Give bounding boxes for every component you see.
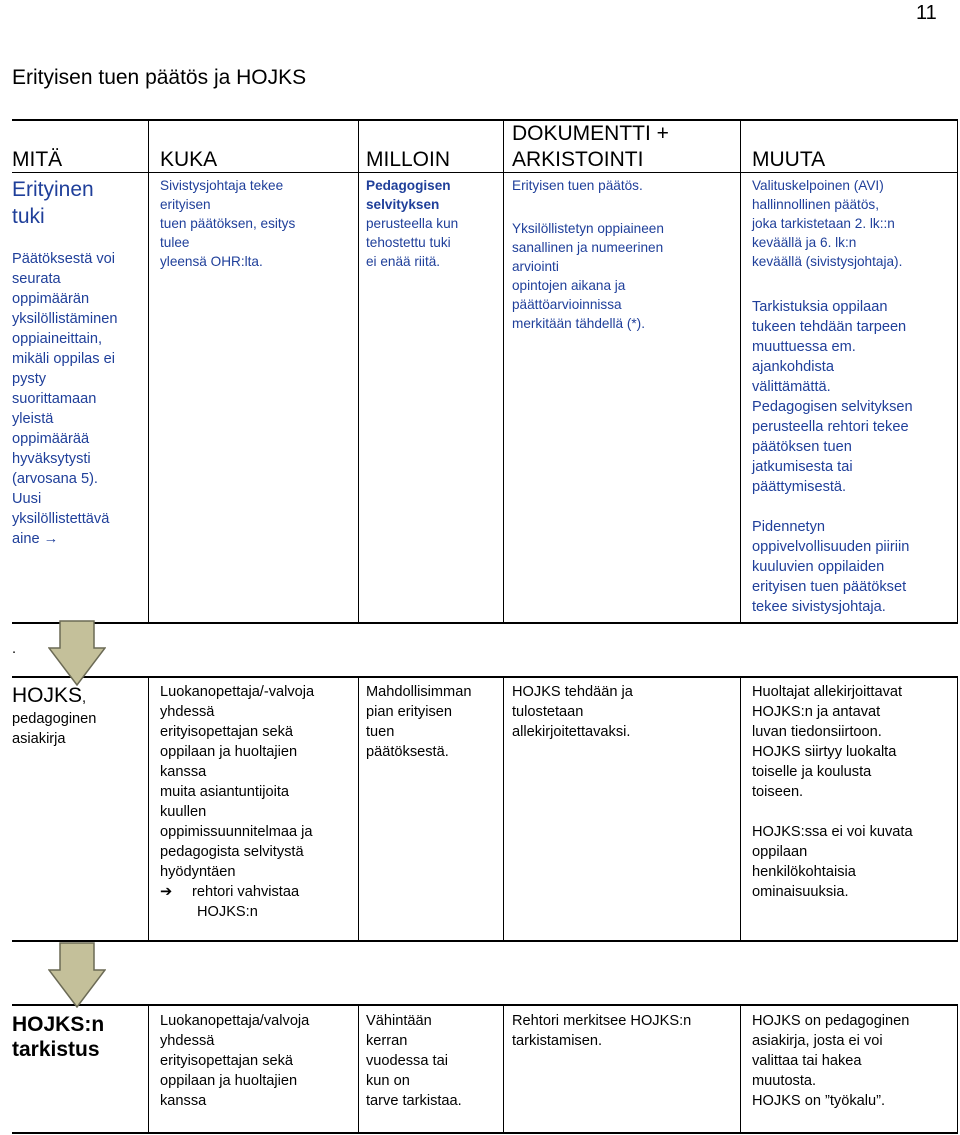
row1-milloin-bold: Pedagogisen selvityksen [366, 178, 451, 212]
row2-mita-comma: , [82, 690, 87, 706]
row1-dokumentti-2: Yksilöllistetyn oppiaineen sanallinen ja numeerinen arviointi opintojen aikana ja päättöarvioinnissa merkitään tähdellä (*). [512, 221, 664, 331]
row1-mita-desc: Päätöksestä voi seurata oppimäärän yksilöllistäminen oppiaineittain, mikäli oppilas ei pysty suorittamaan yleistä oppimäärää hyväksytysti (arvosana 5). Uusi yksilöllistettävä aine → [12, 251, 118, 547]
row2-mita-title: HOJKS [12, 684, 83, 707]
row2-dokumentti: HOJKS tehdään ja tulostetaan allekirjoitettavaksi. [512, 684, 633, 740]
row2-muuta-2: HOJKS:ssa ei voi kuvata oppilaan henkilökohtaisia ominaisuuksia. [752, 824, 913, 900]
row3-mita-title: HOJKS:n tarkistus [12, 1013, 105, 1061]
down-arrow-icon [48, 620, 106, 686]
row3-milloin: Vähintään kerran vuodessa tai kun on tarve tarkistaa. [366, 1013, 462, 1109]
row2-kuka: Luokanopettaja/-valvoja yhdessä erityisopettajan sekä oppilaan ja huoltajien kanssa muita asiantuntijoita kuullen oppimissuunnitelmaa ja pedagogista selvitystä hyödyntäen [160, 684, 315, 880]
row1-kuka: Sivistysjohtaja tekee erityisen tuen päätöksen, esitys tulee yleensä OHR:lta. [160, 178, 296, 269]
header-kuka: KUKA [160, 148, 218, 171]
row2-muuta-1: Huoltajat allekirjoittavat HOJKS:n ja antavat luvan tiedonsiirtoon. HOJKS siirtyy luokalta toiselle ja koulusta toiseen. [752, 684, 903, 800]
row3-kuka: Luokanopettaja/valvoja yhdessä erityisopettajan sekä oppilaan ja huoltajien kanssa [160, 1013, 310, 1109]
row1-dokumentti-1: Erityisen tuen päätös. [512, 178, 643, 193]
header-mita: MITÄ [12, 148, 63, 171]
row1-milloin: perusteella kun tehostettu tuki ei enää riitä. [366, 216, 459, 269]
row1-muuta-1: Valituskelpoinen (AVI) hallinnollinen päätös, joka tarkistetaan 2. lk::n keväällä ja 6. lk:n keväällä (sivistysjohtaja). [752, 178, 903, 269]
separator-dot: . [12, 641, 17, 657]
row1-muuta-2: Tarkistuksia oppilaan tukeen tehdään tarpeen muuttuessa em. ajankohdista välittämättä. Pedagogisen selvityksen perusteella rehtori tekee päätöksen tuen jatkumisesta tai päättymisestä. [752, 299, 913, 495]
row1-mita-title: Erityinen tuki [12, 178, 94, 228]
row3-dokumentti: Rehtori merkitsee HOJKS:n tarkistamisen. [512, 1013, 692, 1049]
header-milloin: MILLOIN [366, 148, 451, 171]
down-arrow-icon [48, 942, 106, 1008]
page-number: 11 [916, 2, 937, 24]
row2-kuka-hojks: HOJKS:n [197, 904, 258, 920]
row1-muuta-3: Pidennetyn oppivelvollisuuden piiriin kuuluvien oppilaiden erityisen tuen päätökset tekee sivistysjohtaja. [752, 519, 910, 615]
row2-milloin: Mahdollisimman pian erityisen tuen päätöksestä. [366, 684, 472, 760]
header-dokumentti: DOKUMENTTI + ARKISTOINTI [512, 122, 669, 171]
row3-muuta: HOJKS on pedagoginen asiakirja, josta ei voi valittaa tai hakea muutosta. HOJKS on ”työkalu”. [752, 1013, 910, 1109]
row2-mita-desc: pedagoginen asiakirja [12, 711, 97, 747]
row2-kuka-last-line: ➔ rehtori vahvistaa [160, 884, 300, 900]
page-title: Erityisen tuen päätös ja HOJKS [12, 66, 307, 89]
right-arrow-icon: ➔ [160, 884, 173, 900]
row2-mita-title-wrap [12, 682, 86, 709]
header-muuta: MUUTA [752, 148, 826, 171]
